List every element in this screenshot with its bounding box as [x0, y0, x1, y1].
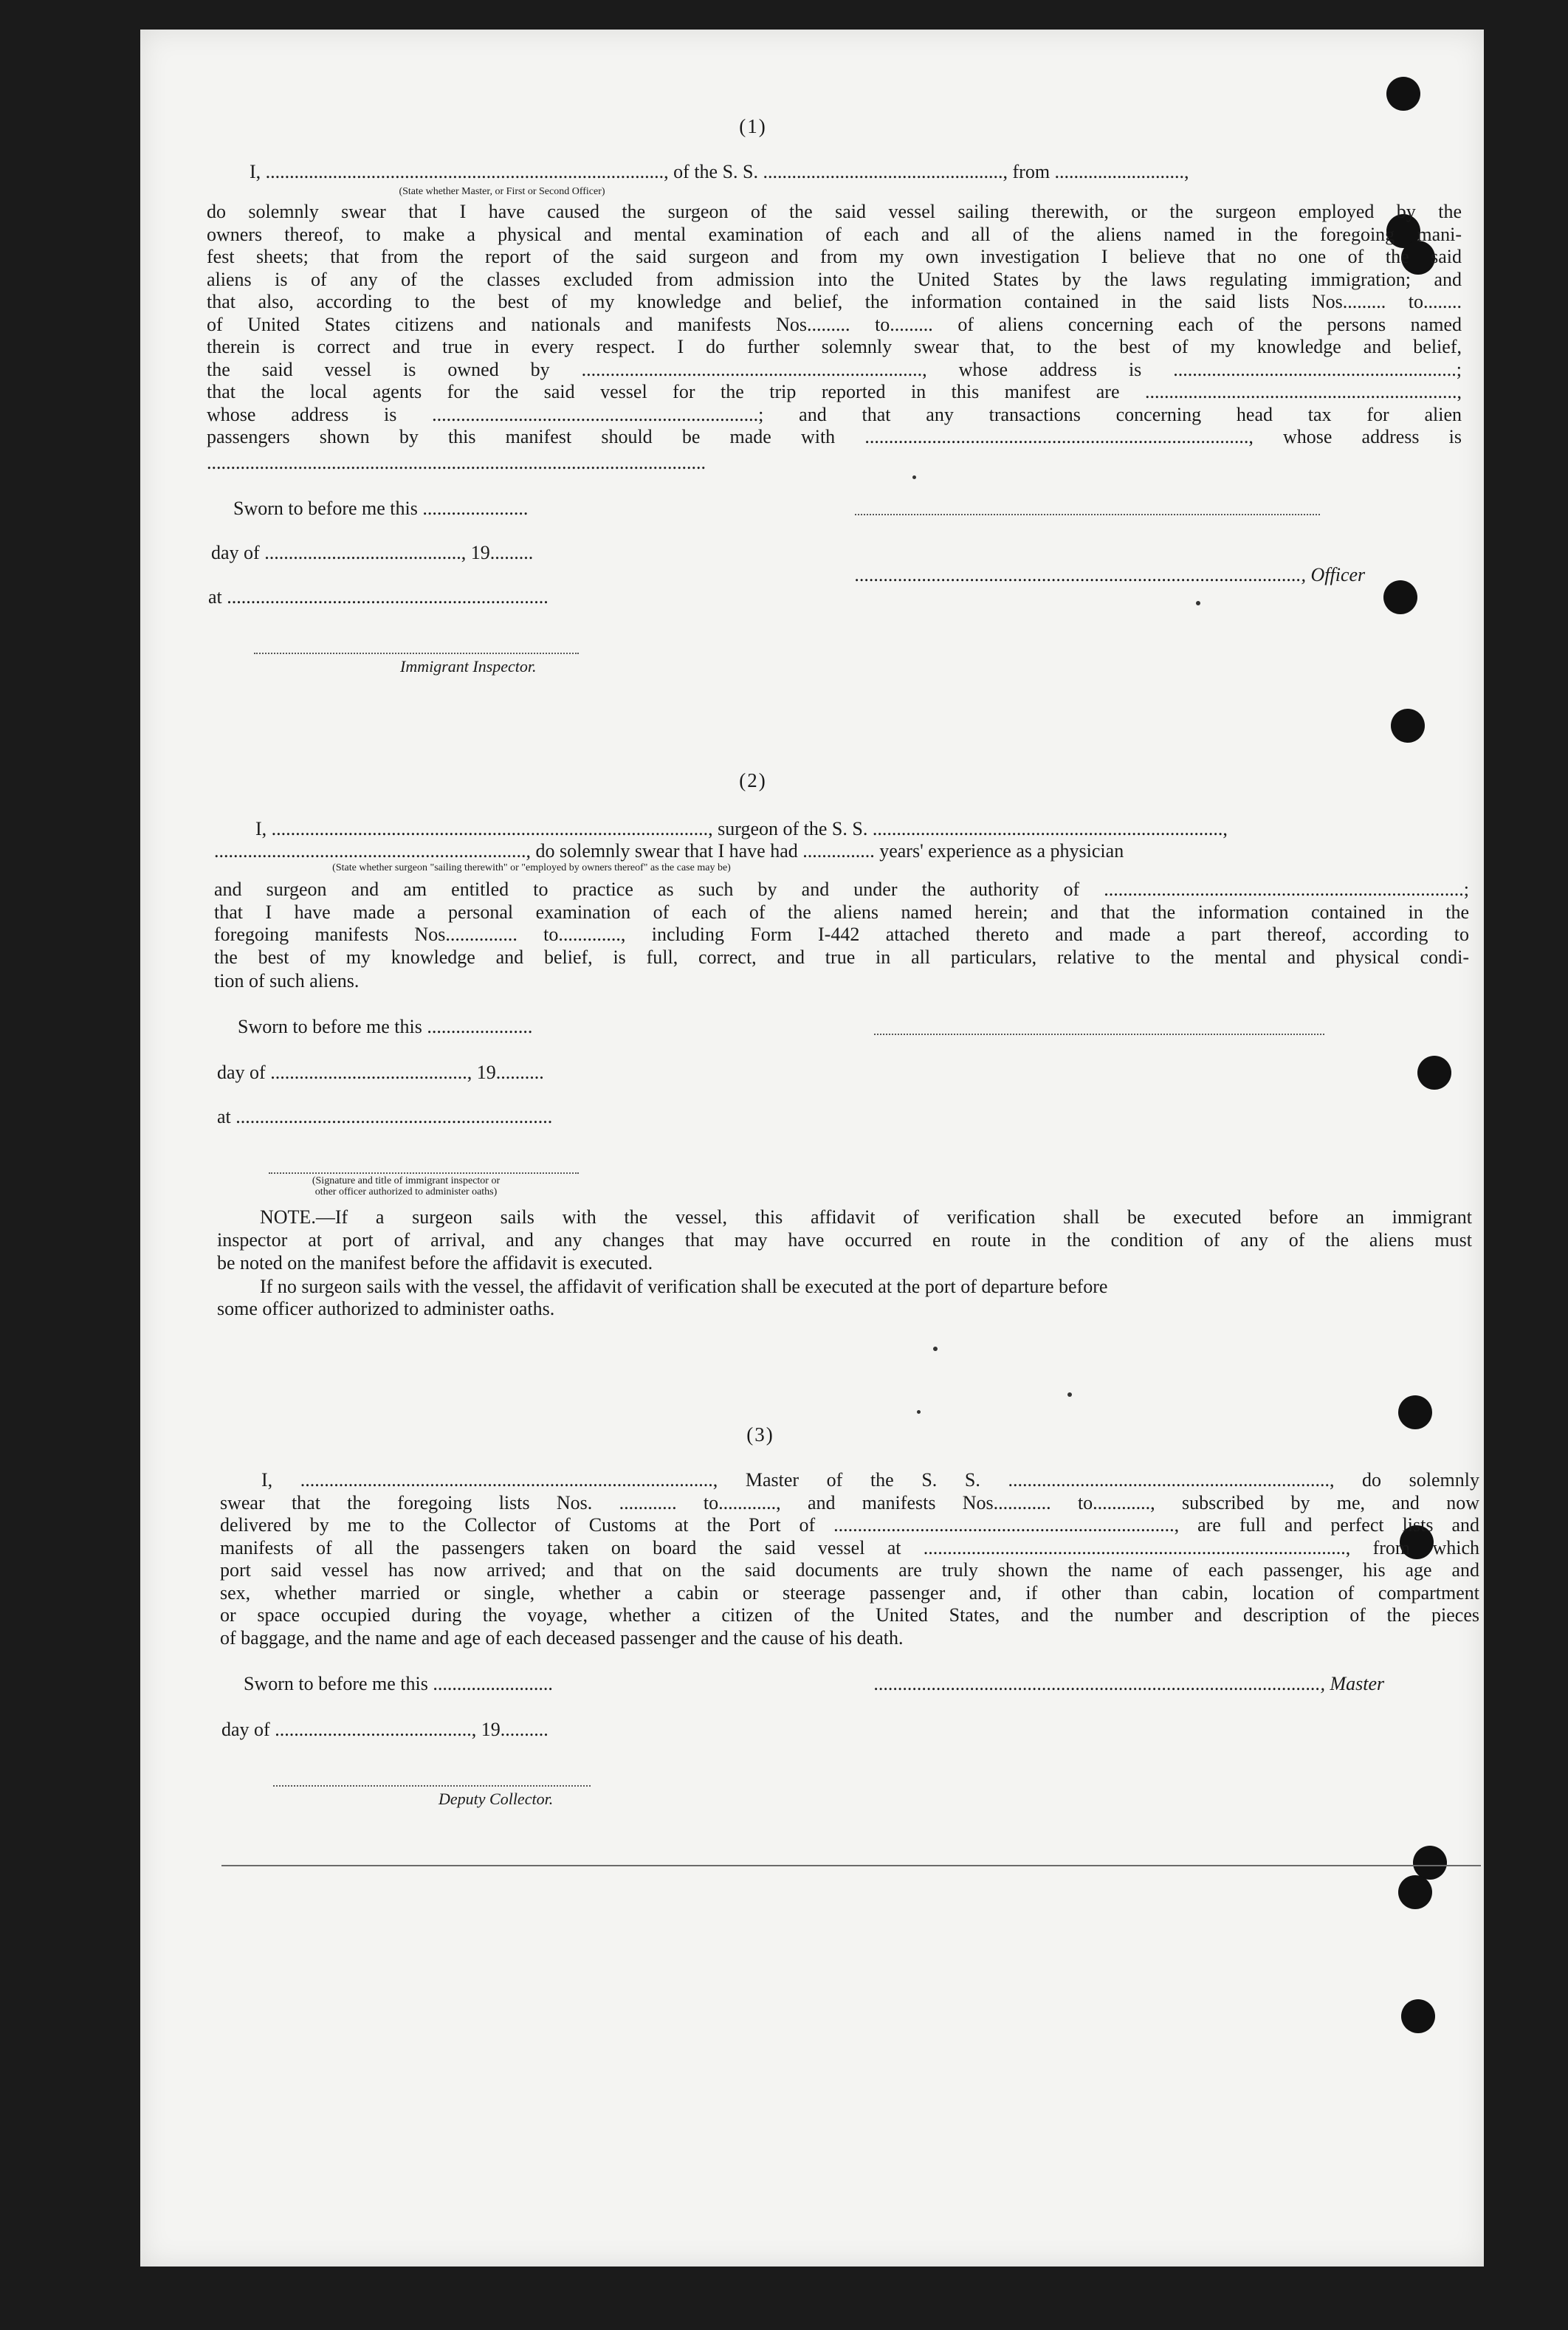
- punch-hole: [1383, 580, 1417, 614]
- s3-sworn: Sworn to before me this .........................: [244, 1673, 553, 1694]
- s1-body: [207, 201, 1462, 449]
- s2-note-line-5: some officer authorized to administer oaths.: [217, 1298, 555, 1319]
- section-2-number: (2): [739, 769, 767, 791]
- s3-day: day of ........................................., 19..........: [221, 1719, 549, 1740]
- s2-body-line: the best of my knowledge and belief, is full, correct, and true in all particulars, relative to the mental and physical condi-: [214, 946, 1469, 968]
- s2-body-line: that I have made a personal examination of each of the aliens named herein; and that the information contained in the: [214, 901, 1469, 923]
- s1-inspector-line: [254, 653, 579, 654]
- s3-body-line: I, ......................................................................................, Master of the S. S. ..................................................................., do solemnly: [261, 1469, 1479, 1491]
- speck: [933, 1347, 938, 1351]
- punch-hole: [1417, 1056, 1451, 1090]
- punch-hole: [1401, 1999, 1435, 2033]
- s2-note-line: inspector at port of arrival, and any changes that may have occurred en route in the condition of any of the aliens must: [217, 1228, 1472, 1251]
- s2-surgeon-note: (State whether surgeon "sailing therewith" or "employed by owners thereof" as the case may be): [332, 862, 731, 873]
- s1-body-line: do solemnly swear that I have caused the surgeon of the said vessel sailing therewith, or the surgeon employed by the: [207, 201, 1462, 222]
- s1-body-line: aliens is of any of the classes excluded from admission into the United States by the laws regulating immigration; and: [207, 268, 1462, 290]
- s1-body-line: that the local agents for the said vessel for the trip reported in this manifest are .................................................................,: [207, 381, 1462, 402]
- s2-body-line: and surgeon and am entitled to practice as such by and under the authority of ...........................................................................;: [214, 879, 1469, 900]
- speck: [912, 475, 916, 479]
- s1-at: at ...................................................................: [208, 586, 549, 608]
- section-1-number: (1): [739, 115, 767, 137]
- s3-master: ............................................................................................., Master: [874, 1673, 1385, 1694]
- punch-hole: [1413, 1846, 1447, 1880]
- s2-body: [214, 879, 1469, 969]
- s1-body-line: the said vessel is owned by ......................................................................., whose address is ...........................................................;: [207, 358, 1462, 380]
- s1-body-line: fest sheets; that from the report of the said surgeon and from my own investigation I believe that no one of the said: [207, 246, 1462, 267]
- s1-signature-line: [855, 514, 1320, 515]
- s3-body-line: port said vessel has now arrived; and that on the said documents are truly shown the name of each passenger, his age and: [220, 1559, 1479, 1581]
- s1-body-line: of United States citizens and nationals and manifests Nos......... to......... of aliens concerning each of the persons named: [207, 313, 1462, 335]
- section-3-number: (3): [746, 1423, 774, 1446]
- s1-officer-signature: [855, 564, 1365, 586]
- s2-note-line-4: If no surgeon sails with the vessel, the affidavit of verification shall be executed at the port of departure before: [260, 1276, 1108, 1297]
- punch-hole: [1391, 709, 1425, 743]
- s2-at: at ..................................................................: [217, 1106, 553, 1127]
- s1-officer: ............................................................................................., Officer: [855, 564, 1366, 585]
- bottom-divider: [221, 1865, 1481, 1866]
- s3-body: [220, 1469, 1479, 1627]
- s1-officer-note: (State whether Master, or First or Second Officer): [399, 186, 605, 197]
- s1-body-line: therein is correct and true in every respect. I do further solemnly swear that, to the best of my knowledge and belief,: [207, 336, 1462, 357]
- s1-sworn: Sworn to before me this ......................: [233, 498, 529, 519]
- s1-line-declarant: I, ..................................................................................., of the S. S. .................................................., from ...........................,: [250, 161, 1189, 182]
- punch-hole: [1386, 77, 1420, 111]
- s2-note-line-3: be noted on the manifest before the affidavit is executed.: [217, 1252, 653, 1274]
- punch-hole: [1398, 1875, 1432, 1909]
- s1-body-line: owners thereof, to make a physical and mental examination of each and all of the aliens named in the foregoing mani-: [207, 223, 1462, 245]
- s3-deputy-label: Deputy Collector.: [439, 1790, 554, 1808]
- s3-body-line: or space occupied during the voyage, whether a citizen of the United States, and the number and description of the pieces: [220, 1604, 1479, 1626]
- s2-last-line: tion of such aliens.: [214, 970, 360, 992]
- s3-body-line: swear that the foregoing lists Nos. ............ to............, and manifests Nos............ to............, subscribed by me, and now: [220, 1491, 1479, 1513]
- speck: [1067, 1392, 1072, 1397]
- s2-day: day of ........................................., 19..........: [217, 1062, 544, 1083]
- s1-body-line: passengers shown by this manifest should be made with ................................................................................, whose address is: [207, 426, 1462, 447]
- s3-collector-line: [273, 1785, 591, 1787]
- s1-body-line: whose address is ....................................................................; and that any transactions concerning head tax for alien: [207, 403, 1462, 425]
- s1-inspector-label: Immigrant Inspector.: [400, 657, 537, 676]
- s2-body-line: foregoing manifests Nos............... to............., including Form I-442 attached thereto and made a part thereof, according to: [214, 924, 1469, 945]
- punch-hole: [1398, 1395, 1432, 1429]
- speck: [1196, 601, 1200, 605]
- s3-master-signature: [874, 1673, 1384, 1695]
- s2-signature-line: [874, 1034, 1324, 1035]
- speck: [917, 1410, 921, 1414]
- form-sheet: [140, 30, 1484, 2267]
- s2-line-declarant: I, ..........................................................................................., surgeon of the S. S. .........................................................................,: [255, 818, 1228, 839]
- s3-body-line: delivered by me to the Collector of Customs at the Port of ......................................................................., are full and perfect lists and: [220, 1514, 1479, 1536]
- s2-note-line: NOTE.—If a surgeon sails with the vessel, this affidavit of verification shall be executed before an immigrant: [260, 1206, 1472, 1228]
- s2-inspector-line: [269, 1172, 579, 1174]
- s2-line-experience: ................................................................., do solemnly swear that I have had ............... years' experience as a physician: [214, 840, 1124, 862]
- s2-signature-note: (Signature and title of immigrant inspector or other officer authorized to administer oaths): [312, 1175, 501, 1197]
- s2-sworn: Sworn to before me this ......................: [238, 1016, 533, 1037]
- s1-tail-line: ........................................................................................................: [207, 452, 706, 473]
- s3-body-line: sex, whether married or single, whether a cabin or steerage passenger and, if other than cabin, location of compartment: [220, 1581, 1479, 1604]
- s1-body-line: that also, according to the best of my knowledge and belief, the information contained in the said lists Nos......... to........: [207, 291, 1462, 312]
- s3-body-line: manifests of all the passengers taken on board the said vessel at ........................................................................................, from which: [220, 1536, 1479, 1559]
- s1-day: day of ........................................., 19.........: [211, 542, 534, 563]
- s2-note: [217, 1206, 1472, 1251]
- s3-last-line: of baggage, and the name and age of each deceased passenger and the cause of his death.: [220, 1627, 904, 1649]
